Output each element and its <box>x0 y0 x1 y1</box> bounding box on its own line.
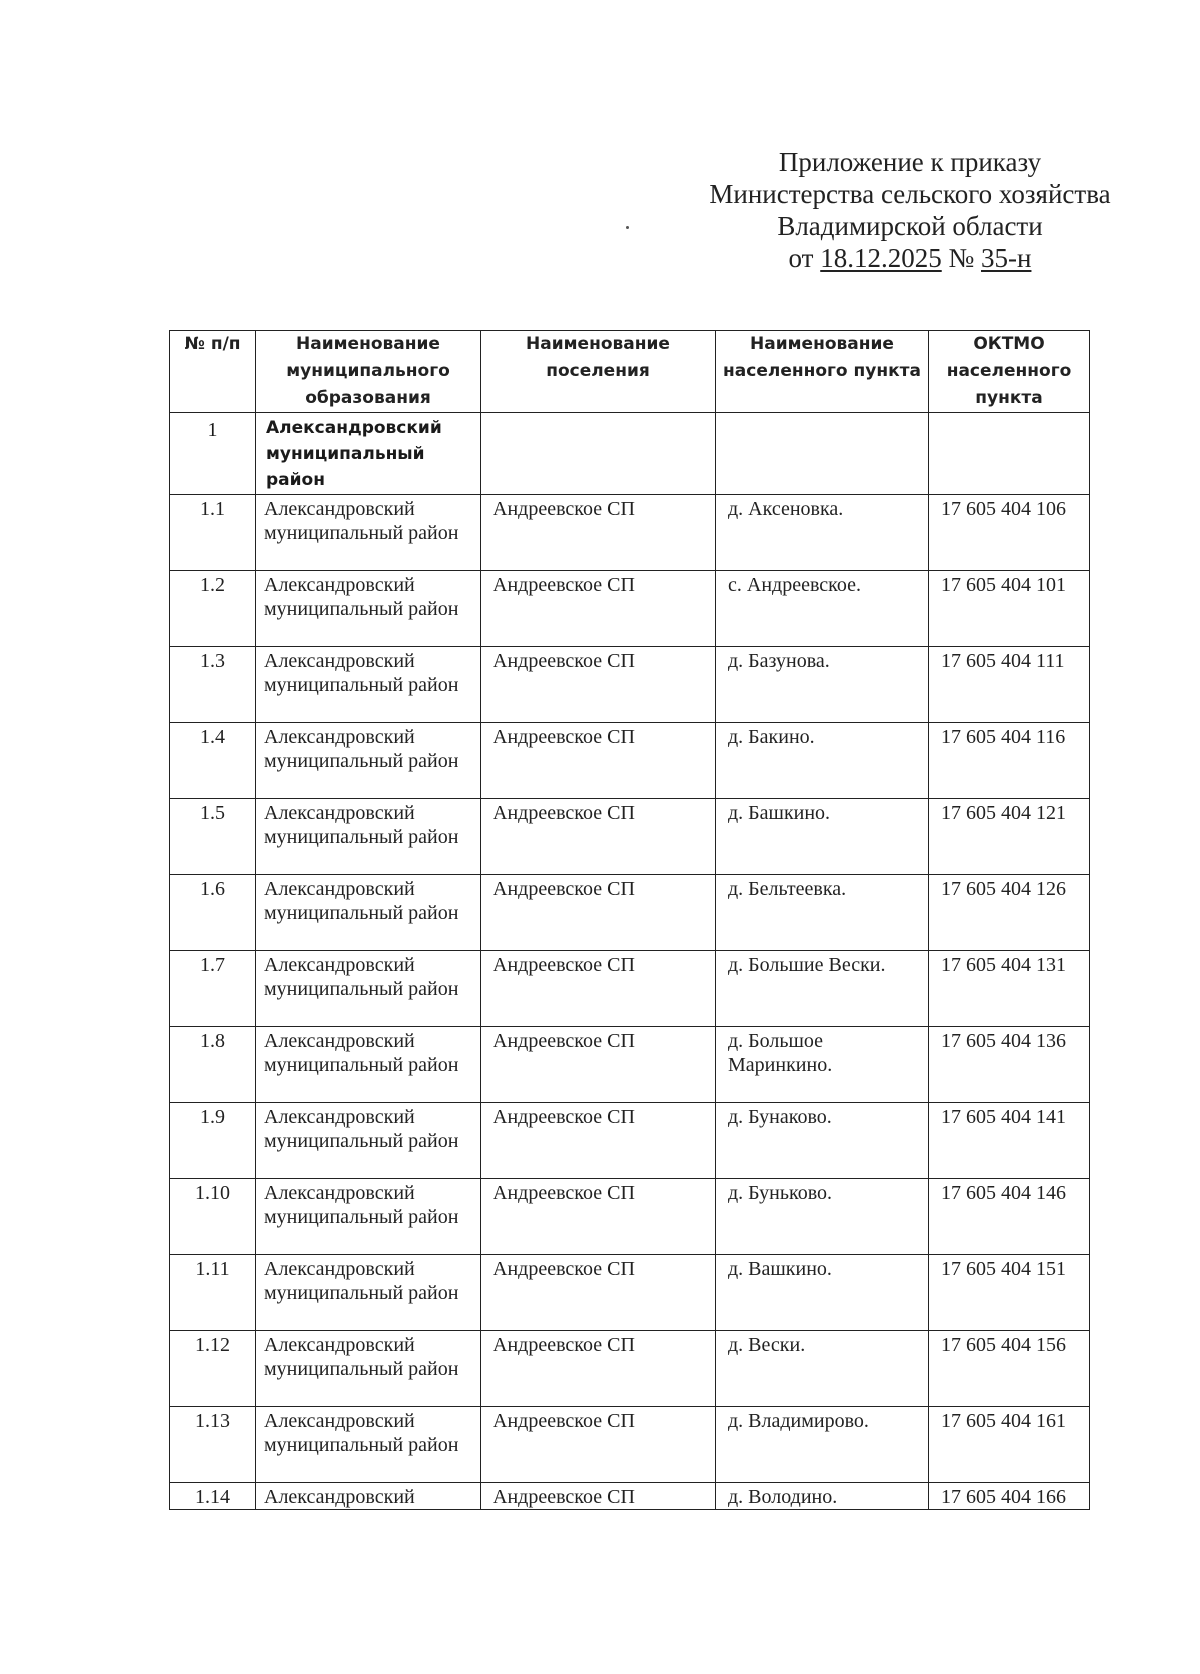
row-locality: д. Башкино. <box>716 799 929 875</box>
row-settlement: Андреевское СП <box>481 799 716 875</box>
row-settlement: Андреевское СП <box>481 1179 716 1255</box>
header-line-order <box>690 242 1130 274</box>
col-header-municipality: Наименование муниципального образования <box>256 331 481 413</box>
row-oktmo: 17 605 404 146 <box>929 1179 1090 1255</box>
localities-table <box>169 330 1090 1510</box>
row-municipality: Александровский муниципальный район <box>256 723 481 799</box>
row-oktmo: 17 605 404 156 <box>929 1331 1090 1407</box>
row-index: 1.6 <box>170 875 256 951</box>
row-locality: с. Андреевское. <box>716 571 929 647</box>
order-number-sign: № <box>941 243 981 273</box>
row-index: 1.10 <box>170 1179 256 1255</box>
row-locality: д. Владимирово. <box>716 1407 929 1483</box>
row-index: 1.11 <box>170 1255 256 1331</box>
table-row <box>170 1483 1090 1510</box>
row-municipality: Александровский муниципальный район <box>256 1407 481 1483</box>
table-row <box>170 647 1090 723</box>
row-oktmo: 17 605 404 136 <box>929 1027 1090 1103</box>
row-index: 1.7 <box>170 951 256 1027</box>
table-row <box>170 495 1090 571</box>
group-municipality: Александровский муниципальный район <box>256 413 481 495</box>
row-locality: д. Большие Вески. <box>716 951 929 1027</box>
row-municipality: Александровский муниципальный район <box>256 571 481 647</box>
row-locality: д. Аксеновка. <box>716 495 929 571</box>
row-index: 1.5 <box>170 799 256 875</box>
table-row <box>170 723 1090 799</box>
row-settlement: Андреевское СП <box>481 495 716 571</box>
col-header-index: № п/п <box>170 331 256 413</box>
row-municipality: Александровский муниципальный район <box>256 1331 481 1407</box>
order-date: 18.12.2025 <box>820 243 942 273</box>
row-municipality: Александровский муниципальный район <box>256 1027 481 1103</box>
order-date-prefix: от <box>788 243 821 273</box>
table-row <box>170 951 1090 1027</box>
group-empty-cell <box>481 413 716 495</box>
group-index: 1 <box>170 413 256 495</box>
table-row <box>170 1179 1090 1255</box>
row-index: 1.8 <box>170 1027 256 1103</box>
row-settlement: Андреевское СП <box>481 1331 716 1407</box>
row-locality: д. Вески. <box>716 1331 929 1407</box>
row-oktmo: 17 605 404 121 <box>929 799 1090 875</box>
row-municipality: Александровский муниципальный район <box>256 799 481 875</box>
order-number: 35-н <box>981 243 1032 273</box>
table-row <box>170 1103 1090 1179</box>
row-index: 1.14 <box>170 1483 256 1510</box>
header-line-region: Владимирской области <box>777 211 1043 241</box>
row-index: 1.4 <box>170 723 256 799</box>
row-locality: д. Бакино. <box>716 723 929 799</box>
table-row <box>170 571 1090 647</box>
table-header-row <box>170 331 1090 413</box>
table-row <box>170 875 1090 951</box>
row-settlement: Андреевское СП <box>481 1027 716 1103</box>
group-empty-cell <box>929 413 1090 495</box>
row-oktmo: 17 605 404 151 <box>929 1255 1090 1331</box>
document-header <box>690 146 1130 274</box>
table-row <box>170 1331 1090 1407</box>
row-oktmo: 17 605 404 166 <box>929 1483 1090 1510</box>
row-settlement: Андреевское СП <box>481 1103 716 1179</box>
table-row <box>170 799 1090 875</box>
row-oktmo: 17 605 404 131 <box>929 951 1090 1027</box>
row-settlement: Андреевское СП <box>481 1255 716 1331</box>
row-index: 1.9 <box>170 1103 256 1179</box>
group-row <box>170 413 1090 495</box>
row-oktmo: 17 605 404 161 <box>929 1407 1090 1483</box>
row-settlement: Андреевское СП <box>481 571 716 647</box>
row-settlement: Андреевское СП <box>481 1407 716 1483</box>
row-municipality: Александровский муниципальный район <box>256 495 481 571</box>
col-header-settlement: Наименование поселения <box>481 331 716 413</box>
row-settlement: Андреевское СП <box>481 647 716 723</box>
row-locality: д. Бунаково. <box>716 1103 929 1179</box>
table-row <box>170 1407 1090 1483</box>
row-municipality: Александровский муниципальный район <box>256 951 481 1027</box>
col-header-locality: Наименование населенного пункта <box>716 331 929 413</box>
row-oktmo: 17 605 404 106 <box>929 495 1090 571</box>
row-municipality: Александровский муниципальный район <box>256 875 481 951</box>
row-index: 1.2 <box>170 571 256 647</box>
row-index: 1.12 <box>170 1331 256 1407</box>
row-oktmo: 17 605 404 141 <box>929 1103 1090 1179</box>
row-municipality: Александровский муниципальный район <box>256 647 481 723</box>
row-locality: д. Базунова. <box>716 647 929 723</box>
row-municipality: Александровский муниципальный район <box>256 1103 481 1179</box>
header-line-appendix: Приложение к приказу <box>778 147 1042 177</box>
row-index: 1.13 <box>170 1407 256 1483</box>
row-municipality: Александровский <box>256 1483 481 1510</box>
table-row <box>170 1255 1090 1331</box>
scan-speck <box>626 226 629 229</box>
row-locality: д. Бельтеевка. <box>716 875 929 951</box>
row-locality: д. Большое Маринкино. <box>716 1027 929 1103</box>
row-oktmo: 17 605 404 111 <box>929 647 1090 723</box>
row-settlement: Андреевское СП <box>481 1483 716 1510</box>
row-locality: д. Буньково. <box>716 1179 929 1255</box>
row-locality: д. Вашкино. <box>716 1255 929 1331</box>
row-index: 1.3 <box>170 647 256 723</box>
group-empty-cell <box>716 413 929 495</box>
row-municipality: Александровский муниципальный район <box>256 1179 481 1255</box>
row-settlement: Андреевское СП <box>481 723 716 799</box>
row-oktmo: 17 605 404 116 <box>929 723 1090 799</box>
row-settlement: Андреевское СП <box>481 951 716 1027</box>
table-row <box>170 1027 1090 1103</box>
row-municipality: Александровский муниципальный район <box>256 1255 481 1331</box>
row-index: 1.1 <box>170 495 256 571</box>
row-oktmo: 17 605 404 101 <box>929 571 1090 647</box>
header-line-ministry: Министерства сельского хозяйства <box>709 179 1111 209</box>
col-header-oktmo: ОКТМО населенного пункта <box>929 331 1090 413</box>
row-locality: д. Володино. <box>716 1483 929 1510</box>
row-settlement: Андреевское СП <box>481 875 716 951</box>
row-oktmo: 17 605 404 126 <box>929 875 1090 951</box>
